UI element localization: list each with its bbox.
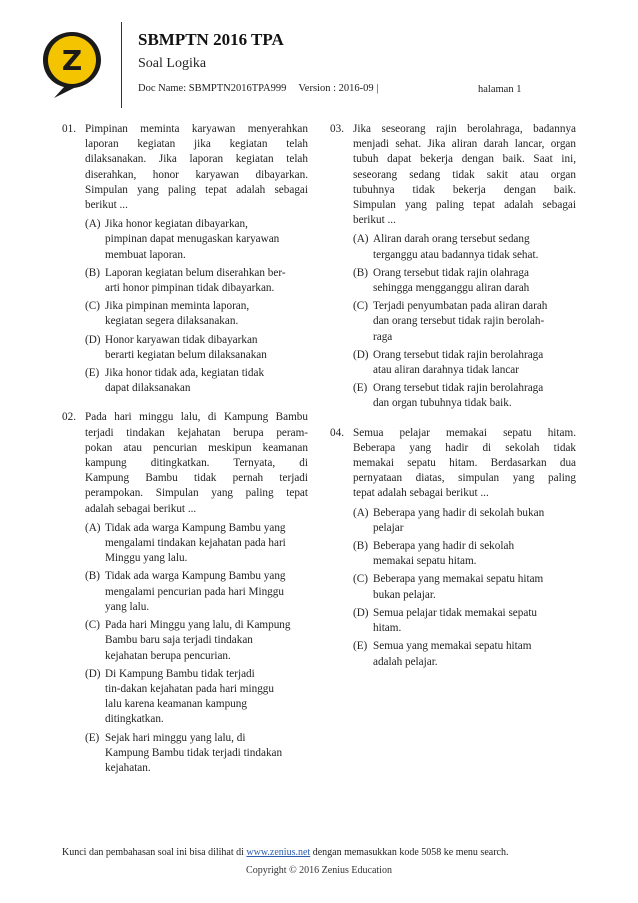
option-letter: (B) xyxy=(85,570,100,583)
answer-options xyxy=(353,506,576,670)
option-letter: (D) xyxy=(353,348,369,361)
option-text-line: Bambu baru saja terjadi tindakan xyxy=(105,634,253,647)
question-text-line: tubuh dapat bekerja dengan baik. Saat ini, xyxy=(353,153,576,166)
option-text-line: bukan pelajar. xyxy=(373,588,436,601)
answer-option xyxy=(353,381,576,411)
option-text-line: dan organ tubuhnya tidak baik. xyxy=(373,397,512,410)
question-text-line: Semua pelajar memakai sepatu hitam. xyxy=(353,426,576,439)
question-text-line: Pada hari minggu lalu, di Kampung Bambu xyxy=(85,411,308,424)
option-text-line: Beberapa yang memakai sepatu hitam xyxy=(373,573,544,586)
option-text-line: pimpinan dapat menugaskan karyawan xyxy=(105,233,280,246)
option-text-line: Laporan kegiatan belum diserahkan ber- xyxy=(105,266,286,279)
option-text xyxy=(373,381,576,411)
page-number: halaman 1 xyxy=(478,84,522,95)
option-text-line: mengalami pencurian pada hari Minggu xyxy=(105,585,284,598)
option-text-line: Beberapa yang hadir di sekolah xyxy=(373,540,515,553)
option-letter: (E) xyxy=(85,731,100,744)
footer-note-before: Kunci dan pembahasan soal ini bisa dilihat di xyxy=(62,847,247,858)
question-number: 02. xyxy=(62,411,76,424)
option-text xyxy=(373,348,576,378)
question-number: 03. xyxy=(330,123,344,135)
option-letter: (B) xyxy=(85,266,100,279)
option-text-line: Semua yang memakai sepatu hitam xyxy=(373,640,532,653)
question-text-line: Jika seseorang rajin berolahraga, badannya xyxy=(353,123,576,135)
answer-option xyxy=(85,618,308,664)
option-text-line: lalu karena keamanan kampung xyxy=(105,698,247,711)
answer-option xyxy=(353,348,576,378)
page-title: SBMPTN 2016 TPA xyxy=(138,30,284,49)
answer-option xyxy=(85,217,308,263)
question-04 xyxy=(330,426,576,670)
question-text xyxy=(85,122,308,213)
option-text-line: atau aliran darahnya tidak lancar xyxy=(373,364,519,377)
doc-meta xyxy=(138,83,378,94)
option-text-line: Di Kampung Bambu tidak terjadi xyxy=(105,667,255,680)
question-03 xyxy=(330,122,576,412)
option-text-line: tin-dakan kejahatan pada hari minggu xyxy=(105,682,274,695)
question-text-line: berikut ... xyxy=(85,199,128,212)
option-text xyxy=(105,217,308,263)
right-column xyxy=(330,122,576,684)
question-text-line: Beberapa yang hadir di sekolah tidak xyxy=(353,441,576,454)
option-text-line: membuat laporan. xyxy=(105,248,186,261)
header-divider xyxy=(121,22,122,108)
answer-option xyxy=(85,266,308,296)
option-text-line: Beberapa yang hadir di sekolah bukan xyxy=(373,506,545,519)
question-text xyxy=(85,410,308,516)
question-text-line: tepat adalah sebagai berikut ... xyxy=(353,487,489,500)
option-text-line: Tidak ada warga Kampung Bambu yang xyxy=(105,521,286,534)
answer-option xyxy=(353,539,576,569)
question-text-line: laporan kegiatan jika kegiatan telah xyxy=(85,138,308,151)
answer-option xyxy=(85,521,308,567)
option-text xyxy=(105,521,308,567)
question-text-line: terjadi tindakan kejahatan berupa peram- xyxy=(85,426,308,439)
option-text xyxy=(105,618,308,664)
left-column xyxy=(62,122,308,790)
page-subtitle: Soal Logika xyxy=(138,56,207,71)
question-head xyxy=(62,410,308,516)
option-text-line: ditingkatkan. xyxy=(105,713,164,726)
option-text-line: memakai sepatu hitam. xyxy=(373,555,477,568)
option-text-line: Jika honor tidak ada, kegiatan tidak xyxy=(105,367,265,380)
answer-option xyxy=(85,366,308,396)
question-text-line: adalah sebagai berikut ... xyxy=(85,502,197,515)
option-text-line: Orang tersebut tidak rajin olahraga xyxy=(373,266,529,279)
option-letter: (E) xyxy=(353,640,368,653)
option-text xyxy=(373,606,576,636)
question-text-line: Simpulan yang paling tepat adalah sebagai xyxy=(85,183,308,196)
option-text-line: sehingga mengganggu aliran darah xyxy=(373,282,530,295)
option-text xyxy=(105,299,308,329)
copyright: Copyright © 2016 Zenius Education xyxy=(246,865,392,876)
question-number: 04. xyxy=(330,426,344,439)
option-text-line: pelajar xyxy=(373,521,404,534)
answer-options xyxy=(85,217,308,396)
option-letter: (E) xyxy=(85,367,100,380)
option-text-line: Pada hari Minggu yang lalu, di Kampung xyxy=(105,619,291,632)
option-text-line: hitam. xyxy=(373,622,402,635)
option-text xyxy=(373,232,576,262)
answer-options xyxy=(85,521,308,776)
question-text xyxy=(353,122,576,228)
question-text-line: Kampung Bambu tidak pernah terjadi xyxy=(85,472,308,485)
question-text-line: diserahkan, honor karyawan dibayarkan. xyxy=(85,168,308,181)
option-letter: (E) xyxy=(353,382,368,395)
option-text xyxy=(105,366,308,396)
option-text-line: kegiatan segera dilaksanakan. xyxy=(105,315,239,328)
option-letter: (D) xyxy=(85,667,101,680)
answer-option xyxy=(353,506,576,536)
logo-letter: Z xyxy=(61,44,83,77)
option-text-line: Tidak ada warga Kampung Bambu yang xyxy=(105,570,286,583)
option-text xyxy=(373,506,576,536)
option-text-line: Minggu yang lalu. xyxy=(105,552,188,565)
option-text-line: berarti kegiatan belum dilaksanakan xyxy=(105,348,267,361)
option-text-line: Terjadi penyumbatan pada aliran darah xyxy=(373,300,548,313)
option-letter: (D) xyxy=(353,606,369,619)
option-letter: (A) xyxy=(85,521,101,534)
option-text-line: Honor karyawan tidak dibayarkan xyxy=(105,333,258,346)
option-text xyxy=(105,731,308,777)
option-letter: (C) xyxy=(85,619,100,632)
question-number: 01. xyxy=(62,123,76,135)
option-text-line: Sejak hari minggu yang lalu, di xyxy=(105,731,246,744)
question-text-line: berikut ... xyxy=(353,214,396,227)
answer-option xyxy=(85,333,308,363)
option-letter: (C) xyxy=(353,300,368,313)
option-text-line: mengalami tindakan kejahatan pada hari xyxy=(105,537,286,550)
option-text-line: Orang tersebut tidak rajin berolahraga xyxy=(373,382,544,395)
option-text xyxy=(105,667,308,728)
option-text-line: Jika pimpinan meminta laporan, xyxy=(105,300,250,313)
option-text-line: kejahatan berupa pencurian. xyxy=(105,649,231,662)
answer-option xyxy=(353,639,576,669)
option-text-line: Jika honor kegiatan dibayarkan, xyxy=(105,218,248,231)
question-text-line: tubuhnya tidak bekerja dengan baik. xyxy=(353,183,576,196)
question-text-line: menjadi sehat. Jika aliran darah lancar, organ xyxy=(353,138,576,151)
question-text-line: pokan atau pencurian meskipun keamanan xyxy=(85,441,308,454)
question-02 xyxy=(62,410,308,776)
zenius-link[interactable]: www.zenius.net xyxy=(246,847,311,858)
option-letter: (B) xyxy=(353,266,368,279)
answer-option xyxy=(85,731,308,777)
question-text-line: Simpulan yang paling tepat adalah sebagai xyxy=(353,199,576,212)
question-text-line: dilaksanakan. Jika laporan kegiatan telah xyxy=(85,153,308,166)
option-letter: (B) xyxy=(353,540,368,553)
option-letter: (D) xyxy=(85,333,101,346)
option-letter: (A) xyxy=(85,218,101,231)
option-text-line: Kampung Bambu tidak terjadi tindakan xyxy=(105,746,283,759)
option-text-line: kejahatan. xyxy=(105,761,151,774)
question-text-line: seseorang sedang tidak sakit atau organ xyxy=(353,168,576,181)
option-text xyxy=(373,572,576,602)
doc-version: Version : 2016-09 | xyxy=(298,83,379,94)
footer-note xyxy=(62,847,508,858)
answer-option xyxy=(85,569,308,615)
answer-option xyxy=(353,266,576,296)
option-text-line: raga xyxy=(373,330,393,343)
option-text-line: arti honor pimpinan tidak dibayarkan. xyxy=(105,282,275,295)
option-text-line: yang lalu. xyxy=(105,600,150,613)
option-text-line: dapat dilaksanakan xyxy=(105,382,191,395)
footer-note-after: dengan memasukkan kode 5058 ke menu search. xyxy=(310,847,509,858)
option-text-line: terganggu atau badannya tidak sehat. xyxy=(373,248,539,261)
option-text-line: dan orang tersebut tidak rajin berolah- xyxy=(373,315,545,328)
question-text-line: memakai sepatu hitam. Berdasarkan dua xyxy=(353,457,576,470)
option-text xyxy=(373,639,576,669)
option-text xyxy=(373,266,576,296)
option-text xyxy=(105,266,308,296)
answer-option xyxy=(85,667,308,728)
option-text-line: Aliran darah orang tersebut sedang xyxy=(373,233,530,246)
question-text-line: Pimpinan meminta karyawan menyerahkan xyxy=(85,123,308,135)
option-text xyxy=(105,569,308,615)
option-text xyxy=(373,299,576,345)
option-text xyxy=(105,333,308,363)
option-text xyxy=(373,539,576,569)
question-01 xyxy=(62,122,308,396)
question-head xyxy=(62,122,308,213)
option-letter: (C) xyxy=(353,573,368,586)
question-head xyxy=(330,122,576,228)
answer-option xyxy=(353,606,576,636)
answer-option xyxy=(353,299,576,345)
option-letter: (C) xyxy=(85,300,100,313)
option-letter: (A) xyxy=(353,233,369,246)
answer-options xyxy=(353,232,576,411)
option-text-line: Semua pelajar tidak memakai sepatu xyxy=(373,606,538,619)
option-text-line: Orang tersebut tidak rajin berolahraga xyxy=(373,348,544,361)
zenius-logo-icon xyxy=(40,30,104,100)
answer-option xyxy=(85,299,308,329)
option-text-line: adalah pelajar. xyxy=(373,655,438,668)
option-letter: (A) xyxy=(353,506,369,519)
question-text-line: perampokan. Simpulan yang paling tepat xyxy=(85,487,308,500)
question-head xyxy=(330,426,576,502)
question-text-line: kampung ditingkatkan. Ternyata, di xyxy=(85,457,308,470)
question-text-line: pernyataan diatas, simpulan yang paling xyxy=(353,472,576,485)
doc-name: Doc Name: SBMPTN2016TPA999 xyxy=(138,83,287,94)
question-text xyxy=(353,426,576,502)
answer-option xyxy=(353,232,576,262)
answer-option xyxy=(353,572,576,602)
